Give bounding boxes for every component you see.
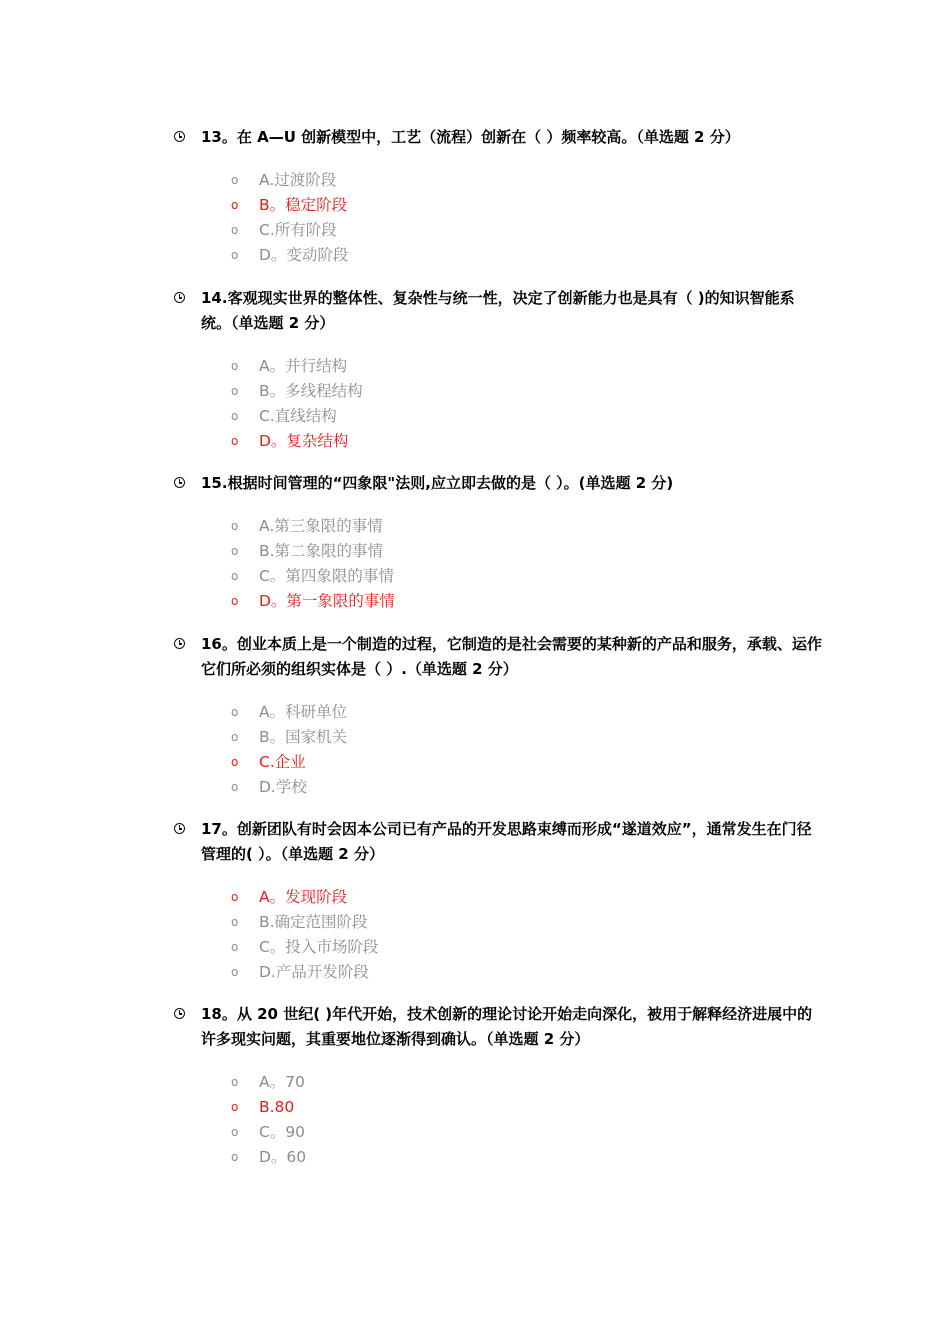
option-a[interactable] (172, 1070, 822, 1095)
option-c[interactable] (172, 564, 822, 589)
question-16-options (172, 700, 822, 800)
question-13-title (172, 125, 822, 150)
option-b-text: B.80 (259, 1098, 295, 1116)
option-d-text: D。变动阶段 (259, 246, 349, 264)
question-14-options (172, 354, 822, 454)
option-bullet: o (231, 1075, 239, 1089)
option-bullet: o (231, 248, 239, 262)
option-bullet: o (231, 223, 239, 237)
option-b[interactable] (172, 910, 822, 935)
option-bullet: o (231, 198, 239, 212)
option-d[interactable] (172, 1145, 822, 1170)
question-13-options (172, 168, 822, 268)
option-a-text: A.过渡阶段 (259, 171, 337, 189)
question-15-options (172, 514, 822, 614)
clock-icon (174, 1008, 185, 1019)
option-bullet: o (231, 569, 239, 583)
clock-icon (174, 292, 185, 303)
option-bullet: o (231, 519, 239, 533)
question-15 (172, 471, 822, 614)
option-c[interactable] (172, 404, 822, 429)
option-a-text: A。科研单位 (259, 703, 348, 721)
option-c-text: C。90 (259, 1123, 306, 1141)
option-a[interactable] (172, 354, 822, 379)
question-14-text: 14.客观现实世界的整体性、复杂性与统一性，决定了创新能力也是具有（ )的知识智能系统。（单选题 2 分） (201, 289, 795, 332)
option-c-text: C.直线结构 (259, 407, 337, 425)
option-d-text: D。复杂结构 (259, 432, 349, 450)
option-bullet: o (231, 1150, 239, 1164)
question-18 (172, 1002, 822, 1170)
question-17-title (172, 817, 822, 867)
option-d-text: D.产品开发阶段 (259, 963, 369, 981)
question-16 (172, 632, 822, 800)
option-bullet: o (231, 940, 239, 954)
option-d[interactable] (172, 960, 822, 985)
option-bullet: o (231, 409, 239, 423)
question-16-title (172, 632, 822, 682)
option-bullet: o (231, 780, 239, 794)
option-b-text: B.第二象限的事情 (259, 542, 384, 560)
option-c-text: C。投入市场阶段 (259, 938, 379, 956)
option-c-text: C.企业 (259, 753, 306, 771)
option-bullet: o (231, 384, 239, 398)
question-18-options (172, 1070, 822, 1170)
question-16-text: 16。创业本质上是一个制造的过程，它制造的是社会需要的某种新的产品和服务，承载、运作它们所必须的组织实体是（ ）.（单选题 2 分） (201, 635, 822, 678)
option-bullet: o (231, 544, 239, 558)
option-c[interactable] (172, 1120, 822, 1145)
option-c-correct[interactable] (172, 750, 822, 775)
option-bullet: o (231, 1125, 239, 1139)
option-a[interactable] (172, 700, 822, 725)
option-b-text: B.确定范围阶段 (259, 913, 368, 931)
question-15-text: 15.根据时间管理的“四象限"法则,应立即去做的是（ ）。(单选题 2 分) (201, 474, 674, 492)
option-bullet: o (231, 755, 239, 769)
option-bullet: o (231, 890, 239, 904)
option-d[interactable] (172, 243, 822, 268)
option-b[interactable] (172, 379, 822, 404)
clock-icon (174, 823, 185, 834)
option-b-text: B。国家机关 (259, 728, 348, 746)
option-b-correct[interactable] (172, 193, 822, 218)
question-18-title (172, 1002, 822, 1052)
question-13-text: 13。在 A—U 创新模型中，工艺（流程）创新在（ ）频率较高。（单选题 2 分） (201, 128, 740, 146)
question-13 (172, 125, 822, 268)
clock-icon (174, 131, 185, 142)
question-15-title (172, 471, 822, 496)
option-bullet: o (231, 434, 239, 448)
option-d-text: D.学校 (259, 778, 307, 796)
option-b-text: B。多线程结构 (259, 382, 363, 400)
option-b-correct[interactable] (172, 1095, 822, 1120)
option-d-text: D。第一象限的事情 (259, 592, 395, 610)
option-d[interactable] (172, 775, 822, 800)
option-bullet: o (231, 730, 239, 744)
option-a-text: A.第三象限的事情 (259, 517, 383, 535)
option-c-text: C。第四象限的事情 (259, 567, 394, 585)
option-a-text: A。70 (259, 1073, 305, 1091)
option-bullet: o (231, 173, 239, 187)
option-bullet: o (231, 1100, 239, 1114)
option-b[interactable] (172, 725, 822, 750)
option-bullet: o (231, 965, 239, 979)
option-a-text: A。发现阶段 (259, 888, 348, 906)
question-17-options (172, 885, 822, 985)
option-bullet: o (231, 594, 239, 608)
question-17 (172, 817, 822, 985)
option-c[interactable] (172, 218, 822, 243)
option-b[interactable] (172, 539, 822, 564)
option-d-correct[interactable] (172, 589, 822, 614)
clock-icon (174, 477, 185, 488)
option-d-text: D。60 (259, 1148, 307, 1166)
option-a-correct[interactable] (172, 885, 822, 910)
option-a[interactable] (172, 514, 822, 539)
question-14 (172, 286, 822, 454)
option-d-correct[interactable] (172, 429, 822, 454)
option-c[interactable] (172, 935, 822, 960)
option-c-text: C.所有阶段 (259, 221, 337, 239)
option-a-text: A。并行结构 (259, 357, 348, 375)
option-a[interactable] (172, 168, 822, 193)
option-bullet: o (231, 359, 239, 373)
clock-icon (174, 638, 185, 649)
option-b-text: B。稳定阶段 (259, 196, 348, 214)
question-18-text: 18。从 20 世纪( )年代开始，技术创新的理论讨论开始走向深化，被用于解释经济进展中的许多现实问题，其重要地位逐渐得到确认。（单选题 2 分） (201, 1005, 813, 1048)
option-bullet: o (231, 705, 239, 719)
question-17-text: 17。创新团队有时会因本公司已有产品的开发思路束缚而形成“遂道效应”，通常发生在门径管理的( ）。（单选题 2 分） (201, 820, 812, 863)
question-14-title (172, 286, 822, 336)
option-bullet: o (231, 915, 239, 929)
